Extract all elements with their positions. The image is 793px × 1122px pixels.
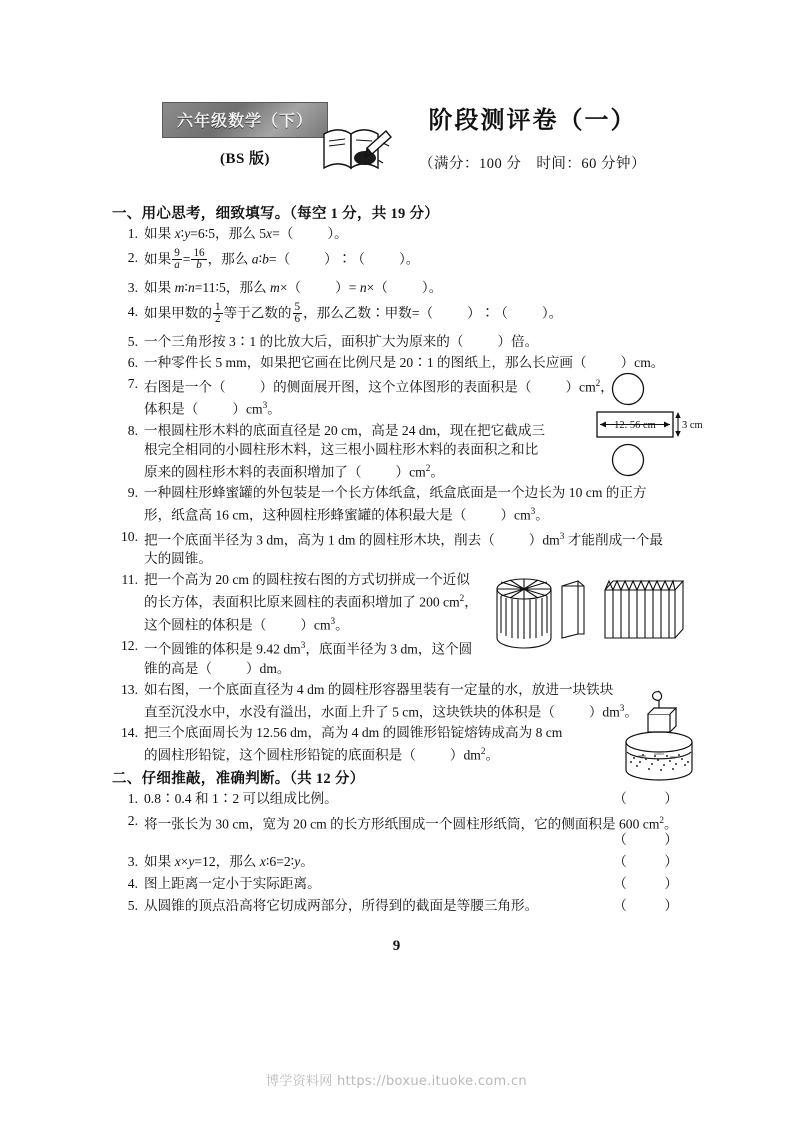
question-number: 14. <box>121 725 138 741</box>
answer-paren[interactable]: （ ） <box>613 791 690 806</box>
judgement-item <box>112 811 690 849</box>
iron-block-in-water-cylinder-diagram <box>618 688 702 788</box>
question-number: 9. <box>127 485 138 501</box>
question-number: 3. <box>127 279 138 295</box>
edition-label: (BS 版) <box>219 151 271 167</box>
net-height-label: 3 cm <box>682 420 703 431</box>
question-number: 11. <box>121 572 138 588</box>
question-number: 1. <box>127 791 138 806</box>
question-text: 右图是一个（ ）的侧面展开图，这个立体图形的表面积是（ ）$cm^2$， 体积是（ ）$cm^3$。 <box>144 377 614 417</box>
question-item <box>112 353 692 372</box>
question-number: 4. <box>127 303 138 319</box>
judgement-item <box>112 896 690 915</box>
question-number: 10. <box>121 528 138 544</box>
grade-badge: 六年级数学（下） <box>162 102 328 138</box>
question-item <box>112 302 692 326</box>
question-item <box>112 483 692 525</box>
page-header <box>110 100 690 192</box>
question-number: 8. <box>127 422 138 438</box>
judgement-item <box>112 789 690 808</box>
section-2-heading: 二、仔细推敲，准确判断。（共 12 分） <box>112 771 365 787</box>
judgement-item <box>112 852 690 871</box>
question-text: 把一个底面半径为 3 dm，高为 1 dm 的圆柱形木块，削去（ ）$dm^3$ 才能削成一个最 大的圆锥。 <box>144 530 663 567</box>
net-width-label: 12. 56 cm <box>614 420 656 431</box>
question-text: 0.8∶0.4 和 1∶2 可以组成比例。 <box>144 791 338 806</box>
question-text: 一种圆柱形蜂蜜罐的外包装是一个长方体纸盒，纸盒底面是一个边长为 10 cm 的正方 形，纸盒高 16 cm，这种圆柱形蜂蜜罐的体积最大是（ ）$cm^3$。 <box>144 485 647 523</box>
question-number: 5. <box>127 898 138 913</box>
question-number: 6. <box>127 354 138 370</box>
question-text: 把三个底面周长为 12.56 dm，高为 4 dm 的圆锥形铅锭熔铸成高为 8 cm 的圆柱形铅锭，这个圆柱形铅锭的底面积是（ ）$dm^2$。 <box>144 725 563 763</box>
question-text: 如果 $\frac{9}{a}$ = $\frac{16}{b}$ ，那么 a∶b=（ ）∶（ ）。 <box>144 247 420 272</box>
question-item <box>112 248 692 272</box>
question-text: 从圆锥的顶点沿高将它切成两部分，所得到的截面是等腰三角形。 <box>144 898 539 913</box>
exam-meta: （满分：100 分 时间：60 分钟） <box>419 156 646 172</box>
question-text: 如果 m∶n=11∶5，那么 m×（ ）= n×（ ）。 <box>144 279 443 295</box>
section-1-questions <box>112 224 692 767</box>
watermark: 博学资料网 https://boxue.ituoke.com.cn <box>266 1074 527 1089</box>
question-number: 3. <box>127 854 138 869</box>
question-item <box>112 723 692 765</box>
question-text: 如右图，一个底面直径为 4 dm 的圆柱形容器里装有一定量的水，放进一块铁块 直至沉没水中，水没有溢出，水面上升了 5 cm，这块铁块的体积是（ ）$dm^3$。 <box>144 681 639 720</box>
question-text: 一个圆锥的体积是 9.42 $dm^3$，底面半径为 3 dm，这个圆 锥的高是（ ）dm。 <box>144 640 473 676</box>
judgement-item <box>112 874 690 893</box>
question-number: 2. <box>127 813 138 828</box>
question-number: 1. <box>127 226 138 241</box>
grade-badge-wrap <box>145 102 345 168</box>
answer-paren[interactable]: （ ） <box>613 832 690 847</box>
question-text: 一种零件长 5 mm，如果把它画在比例尺是 20∶1 的图纸上，那么长应画（ ）cm。 <box>144 354 665 370</box>
question-text: 一个三角形按 3∶1 的比放大后，面积扩大为原来的（ ）倍。 <box>144 333 539 349</box>
question-number: 5. <box>127 333 138 349</box>
answer-paren[interactable]: （ ） <box>613 876 690 891</box>
cylinder-net-diagram <box>596 372 704 478</box>
question-item <box>112 224 692 243</box>
question-number: 2. <box>127 250 138 265</box>
cylinder-to-cuboid-diagram <box>492 576 692 658</box>
question-item <box>112 527 692 569</box>
answer-paren[interactable]: （ ） <box>613 854 690 869</box>
question-text: 一根圆柱形木料的底面直径是 20 cm，高是 24 dm，现在把它截成三 根完全相同的小圆柱形木料，这三根小圆柱形木料的表面积之和比 原来的圆柱形木料的表面积增加了（ ）$cm^2$。 <box>144 422 546 480</box>
page-number: 9 <box>392 938 401 954</box>
question-item <box>112 680 692 722</box>
question-number: 12. <box>121 638 138 654</box>
question-item <box>112 332 692 351</box>
section-1-heading: 一、用心思考，细致填写。（每空 1 分，共 19 分） <box>112 206 440 222</box>
section-2-questions <box>112 789 690 918</box>
question-number: 13. <box>121 681 138 697</box>
question-text: 如果甲数的 $\frac{1}{2}$ 等于乙数的 $\frac{5}{6}$ ，那么乙数∶甲数=（ ）∶（ ）。 <box>144 300 563 326</box>
question-text: 如果 x×y=12，那么 x∶6=2∶y。 <box>144 854 314 869</box>
answer-paren[interactable]: （ ） <box>613 898 690 913</box>
question-text: 将一张长为 30 cm，宽为 20 cm 的长方形纸围成一个圆柱形纸筒，它的侧面积是 600 $cm^2$。 <box>144 815 678 832</box>
title-block <box>375 100 690 173</box>
question-text: 如果 x∶y=6∶5，那么 5x=（ ）。 <box>144 226 348 241</box>
question-item <box>112 278 692 297</box>
question-text: 把一个高为 20 cm 的圆柱按右图的方式切拼成一个近似 的长方体，表面积比原来圆柱的表面积增加了 200 $cm^2$， 这个圆柱的体积是（ ）$cm^3$。 <box>144 572 478 633</box>
question-text: 图上距离一定小于实际距离。 <box>144 876 321 891</box>
question-number: 4. <box>127 876 138 891</box>
page-title: 阶段测评卷（一） <box>428 108 637 134</box>
question-number: 7. <box>127 375 138 391</box>
